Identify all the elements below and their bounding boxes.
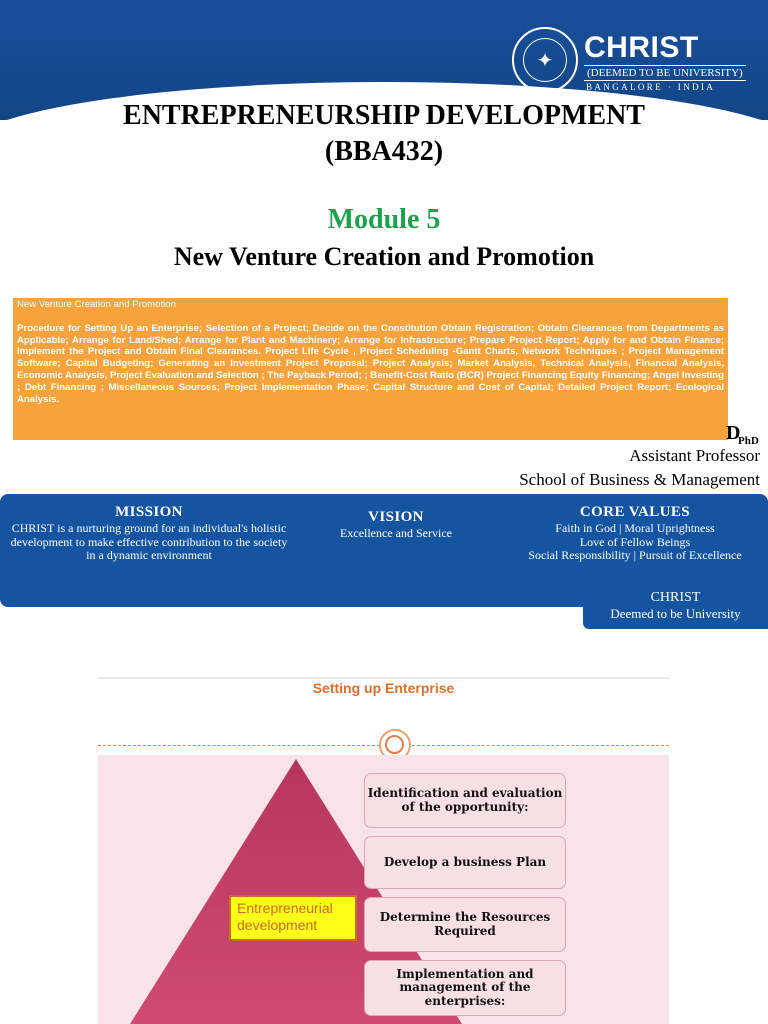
core-values-heading: CORE VALUES [579,504,691,520]
syllabus-heading: New Venture Creation and Promotion [17,299,176,310]
mission-text: CHRIST is a nurturing ground for an individual's holistic development to make effective contribution to the society in a dynamic environment [10,521,288,562]
course-code: (BBA432) [324,136,444,167]
university-logo [512,27,762,97]
entrepreneurial-development-label: Entrepreneurial development [229,895,357,941]
university-tab-name: CHRIST [650,590,701,605]
course-title: ENTREPRENEURSHIP DEVELOPMENT [123,100,645,131]
author-role: Assistant Professor [629,446,760,465]
vision-block [320,509,472,541]
logo-subtitle: (DEEMED TO BE UNIVERSITY) [584,65,746,81]
logo-city: BANGALORE · INDIA [586,82,716,92]
logo-name: CHRIST [584,31,699,64]
step-business-plan: Develop a business Plan [364,836,566,889]
core-values-line2: Love of Fellow Beings [579,534,691,549]
mission-heading: MISSION [115,504,183,520]
core-values-block [510,504,760,563]
university-tab [583,586,768,629]
mission-block [6,504,292,563]
module-title: New Venture Creation and Promotion [173,242,595,271]
vision-heading: VISION [368,509,424,525]
step-resources: Determine the Resources Required [364,897,566,952]
university-tab-status: Deemed to be University [610,606,741,621]
core-values-line3: Social Responsibility | Pursuit of Excellence [528,548,742,562]
syllabus-body: Procedure for Setting Up an Enterprise; Selection of a Project; Decide on the Constitution Obtain Registration; Obtain Clearances from Departments as Applicable; Arrange for Land/Shed; Arrange for Plant and Machinery; Arrange for Infrastructure; Prepare Project Report; Apply for and Obtain Finance; Implement the Project and Obtain Final Clearances. Project Life Cycle , Project Scheduling -Gantt Charts, Network Techniques ; Project Management Software; Capital Budgeting; Generating an Investment Project Proposal; Project Analysis; Market Analysis, Technical Analysis, Financial Analysis, Economic Analysis, Project Evaluation and Selection ; The Payback Period; ; Benefit-Cost Ratio (BCR) Project Financing Equity Financing; Angel Investing ; Debt Financing ; Miscellaneous Sources; Project Implementation Phase; Capital Structure and Cost of Capital; Detailed Project Report; Ecological Analysis. [17,322,724,405]
author-degree: PhD [738,435,759,447]
module-number: Module 5 [327,204,441,235]
seal-icon: ✦ [512,27,578,93]
slide2-title: Setting up Enterprise [312,680,455,696]
step-identification: Identification and evaluation of the opportunity: [364,773,566,828]
syllabus-box [13,298,728,440]
core-values-line1: Faith in God | Moral Uprightness [555,521,715,535]
author-school: School of Business & Management [519,470,760,489]
vision-text: Excellence and Service [340,526,452,540]
author-name-fragment: D [726,422,741,444]
step-implementation: Implementation and management of the enterprises: [364,960,566,1016]
